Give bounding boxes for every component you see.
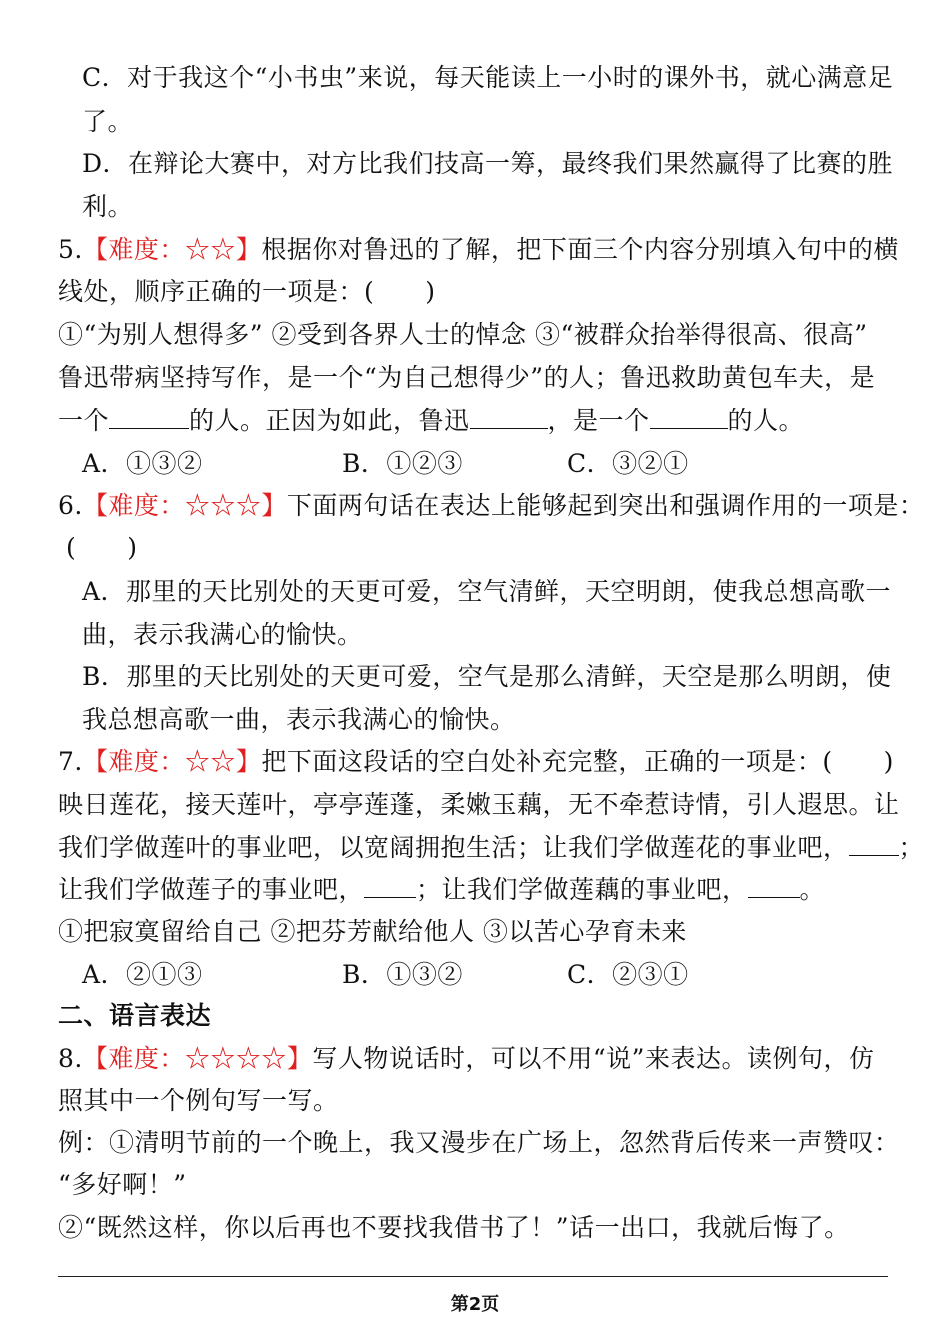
footer-divider — [58, 1276, 888, 1277]
q7-text-part-a: 我们学做莲叶的事业吧，以宽阔拥抱生活；让我们学做莲花的事业吧， — [58, 833, 849, 862]
q5-blank-1[interactable] — [109, 406, 189, 429]
q7-blank-1[interactable] — [849, 833, 899, 856]
q6-option-b-line1: B．那里的天比别处的天更可爱，空气是那么清鲜，天空是那么明朗，使 — [82, 662, 892, 691]
page-number — [0, 1290, 950, 1316]
q5-text-line2 — [58, 403, 804, 439]
q7-option-c[interactable]: C．②③① — [567, 960, 689, 989]
q4-option-c-line2: 了。 — [82, 107, 134, 136]
q6-stem-line1 — [58, 488, 924, 524]
q7-items: ①把寂寞留给自己 ②把芬芳献给他人 ③以苦心孕育未来 — [58, 917, 687, 946]
q7-option-a[interactable]: A．②①③ — [82, 960, 203, 989]
q8-number: 8. — [58, 1044, 83, 1073]
q6-number: 6. — [58, 491, 83, 520]
q7-text-line3 — [58, 872, 825, 908]
q5-text-part-a: 一个 — [58, 406, 110, 435]
q7-text-part-c: 让我们学做莲子的事业吧， — [58, 875, 365, 904]
q6-stem-line2: ( ) — [66, 533, 138, 562]
q5-difficulty: 【难度：☆☆】 — [82, 235, 262, 264]
q8-stem-text: 写人物说话时，可以不用“说”来表达。读例句，仿 — [312, 1044, 875, 1073]
q6-stem-text: 下面两句话在表达上能够起到突出和强调作用的一项是： — [286, 491, 925, 520]
q6-difficulty: 【难度：☆☆☆】 — [82, 491, 287, 520]
q5-options — [82, 446, 689, 482]
q5-stem-line1 — [58, 232, 899, 268]
q7-blank-2[interactable] — [364, 875, 416, 898]
q5-number: 5. — [58, 235, 83, 264]
q7-text-part-d: ；让我们学做莲藕的事业吧， — [416, 875, 748, 904]
q4-option-c-line1: C．对于我这个“小书虫”来说，每天能读上一小时的课外书，就心满意足 — [82, 63, 894, 92]
q6-option-a-line2: 曲，表示我满心的愉快。 — [82, 620, 363, 649]
q8-example1-line2: “多好啊！” — [58, 1170, 187, 1199]
q7-text-part-e: 。 — [799, 875, 826, 904]
q5-text-part-b: 的人。正因为如此，鲁迅 — [189, 406, 470, 435]
q8-example2: ②“既然这样，你以后再也不要找我借书了！”话一出口，我就后悔了。 — [58, 1213, 850, 1242]
q7-text-line2 — [58, 830, 924, 866]
q7-option-b[interactable]: B．①③② — [342, 960, 463, 989]
q5-blank-2[interactable] — [470, 406, 548, 429]
q5-option-b[interactable]: B．①②③ — [342, 449, 463, 478]
q7-text-line1: 映日莲花，接天莲叶，亭亭莲蓬，柔嫩玉藕，无不牵惹诗情，引人遐思。让 — [58, 790, 900, 819]
q5-items: ①“为别人想得多” ②受到各界人士的悼念 ③“被群众抬举得很高、很高” — [58, 320, 868, 349]
q5-text-part-d: 的人。 — [727, 406, 805, 435]
q5-option-c[interactable]: C．③②① — [567, 449, 689, 478]
q5-blank-3[interactable] — [650, 406, 728, 429]
q7-number: 7. — [58, 747, 83, 776]
q5-stem-line2: 线处，顺序正确的一项是：( ) — [58, 277, 436, 306]
q7-text-part-b: ； — [898, 833, 925, 862]
q7-options — [82, 957, 689, 993]
q8-example1-line1: 例：①清明节前的一个晚上，我又漫步在广场上，忽然背后传来一声赞叹： — [58, 1128, 900, 1157]
q5-option-a[interactable]: A．①③② — [82, 449, 203, 478]
q4-option-d-line1: D．在辩论大赛中，对方比我们技高一筹，最终我们果然赢得了比赛的胜 — [82, 149, 894, 178]
q7-stem-text: 把下面这段话的空白处补充完整，正确的一项是：( ) — [261, 747, 894, 776]
page-number-label: 第2页 — [450, 1294, 500, 1315]
q8-stem-line1 — [58, 1041, 874, 1077]
q7-stem-line — [58, 744, 894, 780]
q8-difficulty: 【难度：☆☆☆☆】 — [82, 1044, 313, 1073]
q8-stem-line2: 照其中一个例句写一写。 — [58, 1086, 339, 1115]
q7-blank-3[interactable] — [748, 875, 800, 898]
q5-stem-text: 根据你对鲁迅的了解，把下面三个内容分别填入句中的横 — [261, 235, 899, 264]
q6-option-a-line1: A．那里的天比别处的天更可爱，空气清鲜，天空明朗，使我总想高歌一 — [82, 577, 892, 606]
q4-option-d-line2: 利。 — [82, 192, 134, 221]
q7-difficulty: 【难度：☆☆】 — [82, 747, 262, 776]
section-heading: 二、语言表达 — [58, 1001, 212, 1030]
q5-text-line1: 鲁迅带病坚持写作，是一个“为自己想得少”的人；鲁迅救助黄包车夫，是 — [58, 363, 876, 392]
q6-option-b-line2: 我总想高歌一曲，表示我满心的愉快。 — [82, 705, 516, 734]
q5-text-part-c: ，是一个 — [547, 406, 650, 435]
